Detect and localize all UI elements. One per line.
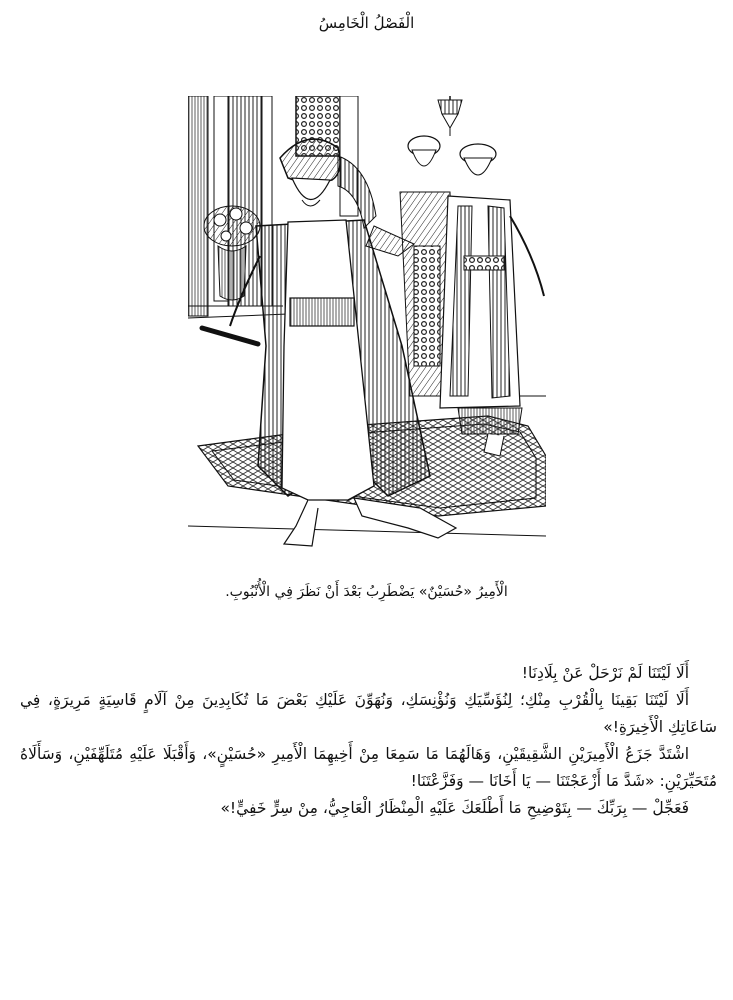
illustration-caption: الْأَمِيرُ «حُسَيْنٌ» يَضْطَرِبُ بَعْدَ أَنْ نَظَرَ فِي الْأُنْبُوبِ. xyxy=(225,584,508,600)
engraving-illustration xyxy=(188,96,546,556)
paragraph-1: أَلَا لَيْتَنَا لَمْ نَرْحَلْ عَنْ بِلَادِنَا! xyxy=(521,664,689,682)
paragraph-4: فَعَجِّلْ — بِرَبِّكَ — بِتَوْضِيحِ مَا أَطْلَعَكَ عَلَيْهِ الْمِنْظَارُ الْعَاجِيُّ، مِنْ سِرٍّ خَفِيٍّ!» xyxy=(220,799,689,817)
body-text xyxy=(20,660,717,822)
chapter-title: الْفَصْلُ الْخَامِسُ xyxy=(318,14,415,32)
paragraph-2: أَلَا لَيْتَنَا بَقِينَا بِالْقُرْبِ مِنْكِ؛ لِنُؤَسِّيَكِ وَنُؤْنِسَكِ، وَنُهَوِّنَ عَلَيْكِ بَعْضَ مَا تُكَابِدِينَ مِنْ آلَامٍ قَاسِيَةٍ مَرِيرَةٍ، فِي سَاعَاتِكِ الْأَخِيرَةِ!» xyxy=(20,691,717,736)
paragraph-3: اشْتَدَّ جَزَعُ الْأَمِيرَيْنِ الشَّقِيقَيْنِ، وَهَالَهُمَا مَا سَمِعَا مِنْ أَخِيهِمَا الْأَمِيرِ «حُسَيْنٍ»، وَأَقْبَلَا عَلَيْهِ مُتَلَهِّفَيْنِ، وَسَأَلَاهُ مُتَحَيِّرَيْنِ: «شَدَّ مَا أَزْعَجْتَنَا — يَا أَخَانَا — وَفَزَّعْتَنَا! xyxy=(20,745,717,790)
